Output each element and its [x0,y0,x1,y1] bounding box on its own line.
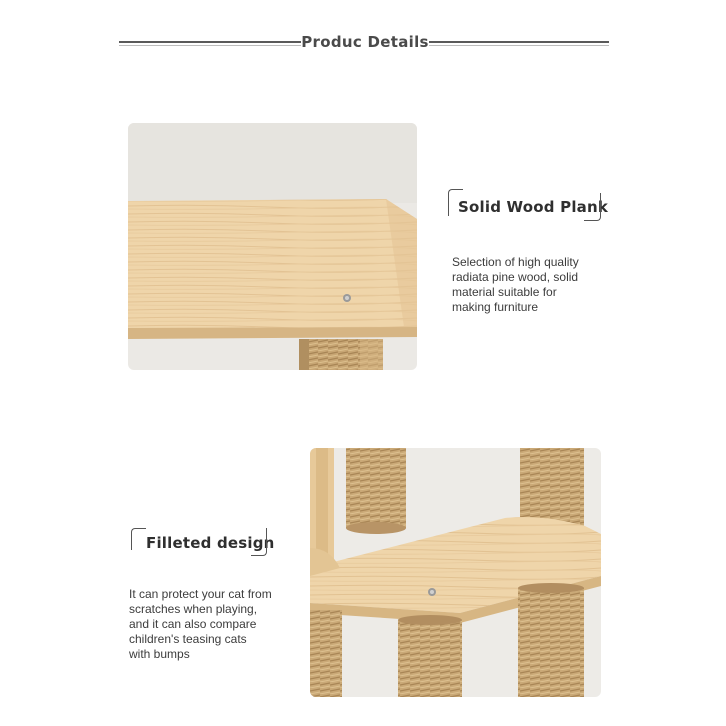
title-bracket-bottom-right [251,528,267,556]
title-bracket-bottom-right [584,193,601,221]
description-line: scratches when playing, [129,602,258,616]
description-line: making furniture [452,300,539,314]
description-line: material suitable for [452,285,557,299]
header-rule-right [429,41,609,43]
title-bracket-top-left [131,528,146,550]
wooden-plank-photo [128,123,417,370]
description-line: radiata pine wood, solid [452,270,579,284]
cat-tree-filleted-platform-photo [310,448,601,697]
description-line: and it can also compare [129,617,257,631]
page-title: Produc Details [301,33,429,51]
description-line: Selection of high quality [452,255,579,269]
feature-description-filleted [129,587,272,662]
feature-description-solid-wood [452,255,579,315]
feature-title-solid-wood: Solid Wood Plank [458,198,609,216]
header-rule-left [119,41,301,43]
description-line: children's teasing cats [129,632,247,646]
description-line: It can protect your cat from [129,587,272,601]
description-line: with bumps [129,647,190,661]
feature-title-filleted: Filleted design [146,534,275,552]
section-header [0,0,726,80]
